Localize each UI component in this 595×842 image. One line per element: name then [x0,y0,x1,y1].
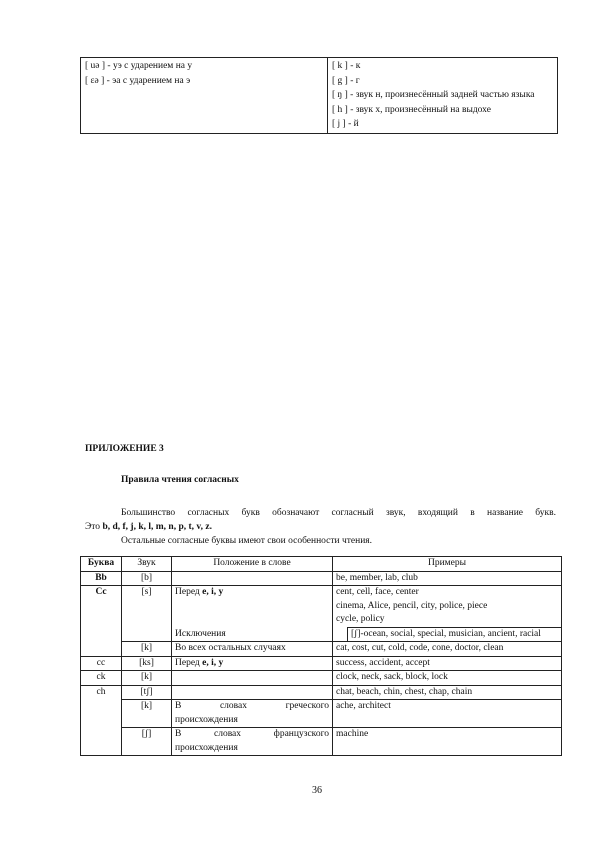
header-sound: Звук [122,557,172,572]
position-line [175,728,329,742]
position-line: происхождения [175,742,238,753]
cell-sound: [tʃ] [122,685,172,700]
example-line: cent, cell, face, center [336,587,419,597]
position-letters: e, i, y [202,587,224,597]
cell-letter: Cc [81,586,122,657]
cell-letter: ch [81,685,122,756]
position-prefix: Перед [175,587,203,597]
cell-position [172,728,333,756]
cell-sound: [k] [122,671,172,686]
header-letter: Буква [81,557,122,572]
exceptions-label: Исключения [175,628,226,639]
cell-sound: [s] [122,586,172,642]
table-row [81,671,562,686]
cell-examples: ache, architect [333,700,562,728]
sounds-table-right-cell [328,58,558,134]
cell-position [172,656,333,671]
cell-position [172,586,333,642]
sound-entry: [ j ] - й [332,119,359,129]
cell-letter: Bb [81,571,122,586]
table-row [81,571,562,586]
intro-letters: b, d, f, j, k, l, m, n, p, t, v, z. [102,522,212,532]
sounds-table-left-cell [81,58,328,134]
example-line: cinema, Alice, pencil, city, police, piece [336,600,488,611]
table-row [81,642,562,657]
example-line: cycle, policy [336,614,385,624]
position-word: В [175,701,182,711]
table-row [81,700,562,728]
appendix-title: ПРИЛОЖЕНИЕ 3 [85,444,164,454]
cell-examples: clock, neck, sack, block, lock [333,671,562,686]
cell-position [172,671,333,686]
consonant-rules-table [80,556,562,756]
position-line [175,700,329,714]
intro-letters-line [85,520,556,534]
cell-sound: [ks] [122,656,172,671]
cell-letter: ck [81,671,122,686]
cell-examples: success, accident, accept [333,656,562,671]
sound-entry: [ g ] - г [332,75,360,86]
position-word: словах [213,729,242,739]
sound-entry: [ ɛə ] - эа с ударением на э [85,75,191,86]
position-text [175,586,329,600]
cell-examples: be, member, lab, club [333,571,562,586]
page-number: 36 [312,785,322,796]
intro-paragraph [85,506,556,548]
cell-position [172,571,333,586]
section-title: Правила чтения согласных [121,475,239,485]
cell-examples: cat, cost, cut, cold, code, cone, doctor, clean [333,642,562,657]
position-word: греческого [285,701,329,711]
table-row [81,586,562,642]
position-line: происхождения [175,714,238,725]
sound-entry: [ ŋ ] - звук н, произнесённый задней частью языка [332,90,535,100]
position-prefix: Перед [175,657,203,668]
cell-position [172,685,333,700]
position-word: словах [219,701,247,711]
cell-sound: [k] [122,642,172,657]
table-row [81,728,562,756]
sound-entry: [ k ] - к [332,61,361,71]
sound-entry: [ uə ] - уэ с ударением на у [85,61,193,71]
cell-position: Во всех остальных случаях [172,642,333,657]
cell-examples: chat, beach, chin, chest, chap, chain [333,685,562,700]
cell-examples [333,586,562,642]
intro-text-2: Остальные согласные буквы имеют свои особенности чтения. [121,536,373,546]
header-position: Положение в слове [172,557,333,572]
table-row [81,656,562,671]
cell-position [172,700,333,728]
cell-letter: cc [81,656,122,671]
position-word: французского [273,729,329,739]
table-header-row [81,557,562,572]
header-examples: Примеры [333,557,562,572]
intro-prefix: Это [85,522,103,532]
intro-text: Большинство согласных букв обозначают согласный звук, входящий в название букв. [121,508,556,518]
exception-examples: [ʃ]-ocean, social, special, musician, ancient, racial [347,627,561,642]
cell-sound: [k] [122,700,172,728]
cell-examples: machine [333,728,562,756]
cell-sound: [ʃ] [122,728,172,756]
sound-entry: [ h ] - звук х, произнесённый на выдохе [332,104,491,115]
cell-sound: [b] [122,571,172,586]
position-word: В [175,729,182,739]
position-letters: e, i, y [202,657,224,668]
sounds-table [80,57,558,134]
table-row [81,685,562,700]
